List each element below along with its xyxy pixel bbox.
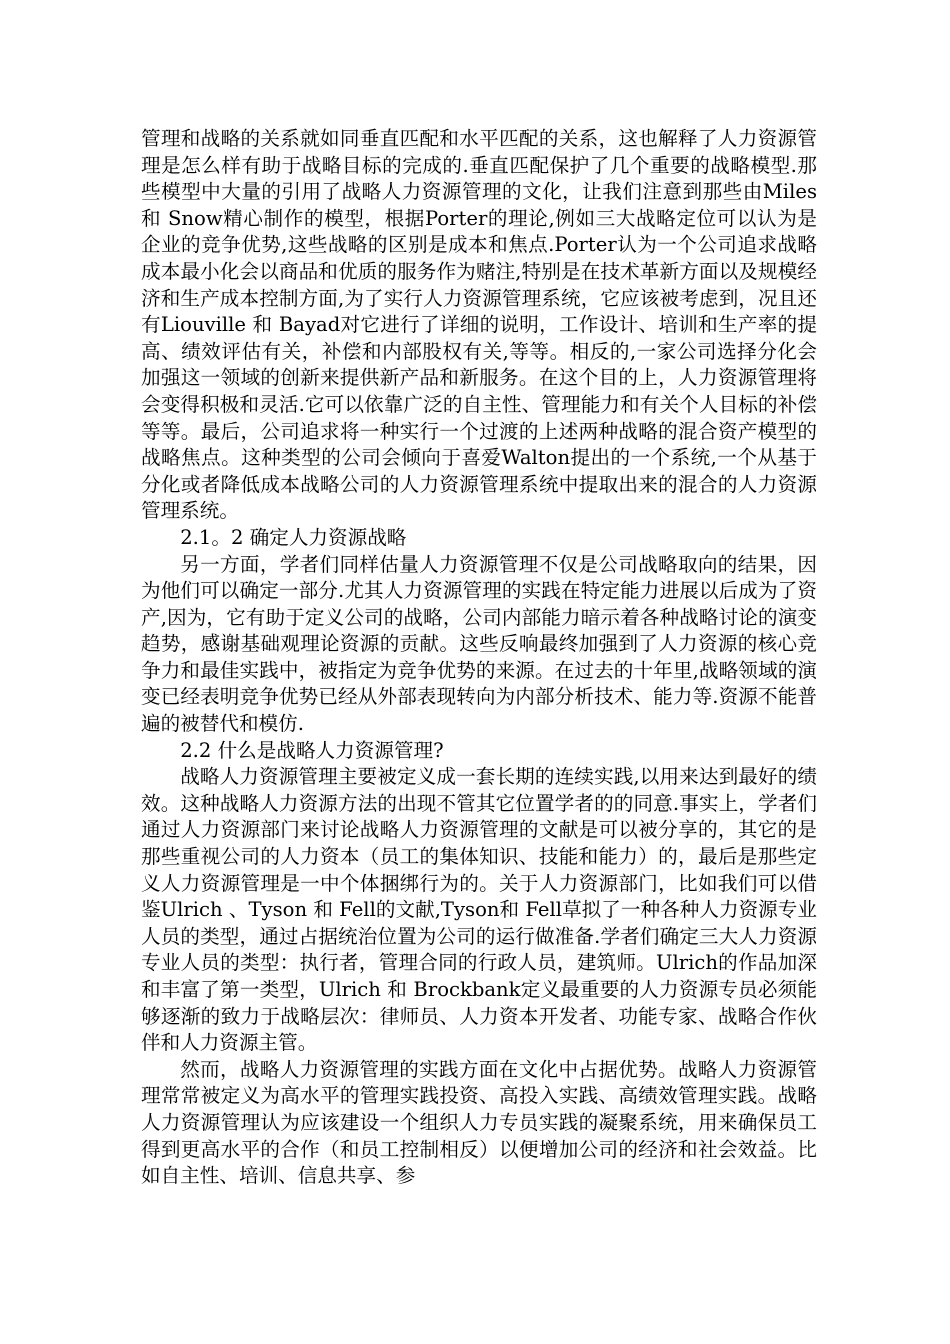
body-text: [141, 126, 817, 1190]
section-heading-2-2: 2.2 什么是战略人力资源管理?: [180, 738, 444, 762]
paragraph-shrm-practice: 然而，战略人力资源管理的实践方面在文化中占据优势。战略人力资源管理常常被定义为高水平的管理实践投资、高投入实践、高绩效管理实践。战略人力资源管理认为应该建设一个组织人力专员实践的凝聚系统，用来确保员工得到更高水平的合作（和员工控制相反）以便增加公司的经济和社会效益。比如自主性、培训、信息共享、参: [141, 1057, 817, 1188]
paragraph-vertical-horizontal-fit: 管理和战略的关系就如同垂直匹配和水平匹配的关系，这也解释了人力资源管理是怎么样有助于战略目标的完成的.垂直匹配保护了几个重要的战略模型.那些模型中大量的引用了战略人力资源管理的文化，让我们注意到那些由Miles 和 Snow精心制作的模型，根据Porter的理论,例如三大战略定位可以认为是企业的竞争优势,这些战略的区别是成本和焦点.Porter认为一个公司追求战略成本最小化会以商品和优质的服务作为赌注,特别是在技术革新方面以及规模经济和生产成本控制方面,为了实行人力资源管理系统，它应该被考虑到，况且还有Liouville 和 Bayad对它进行了详细的说明，工作设计、培训和生产率的提高、绩效评估有关，补偿和内部股权有关,等等。相反的,一家公司选择分化会加强这一领域的创新来提供新产品和新服务。在这个目的上，人力资源管理将会变得积极和灵活.它可以依靠广泛的自主性、管理能力和有关个人目标的补偿等等。最后，公司追求将一种实行一个过渡的上述两种战略的混合资产模型的战略焦点。这种类型的公司会倾向于喜爱Walton提出的一个系统,一个从基于分化或者降低成本战略公司的人力资源管理系统中提取出来的混合的人力资源管理系统。: [141, 127, 817, 523]
paragraph-shrm-definition: 战略人力资源管理主要被定义成一套长期的连续实践,以用来达到最好的绩效。这种战略人力资源方法的出现不管其它位置学者的的同意.事实上，学者们通过人力资源部门来讨论战略人力资源管理的文献是可以被分享的，其它的是那些重视公司的人力资本（员工的集体知识、技能和能力）的，最后是那些定义人力资源管理是一中个体捆绑行为的。关于人力资源部门，比如我们可以借鉴Ulrich 、Tyson 和 Fell的文献,Tyson和 Fell草拟了一种各种人力资源专业人员的类型，通过占据统治位置为公司的运行做准备.学者们确定三大人力资源专业人员的类型：执行者，管理合同的行政人员，建筑师。Ulrich的作品加深和丰富了第一类型，Ulrich 和 Brockbank定义最重要的人力资源专员必须能够逐渐的致力于战略层次：律师员、人力资本开发者、功能专家、战略合作伙伴和人力资源主管。: [141, 765, 817, 1055]
section-heading-2-1-2: 2.1。2 确定人力资源战略: [180, 525, 407, 549]
paragraph-hr-strategy: 另一方面，学者们同样估量人力资源管理不仅是公司战略取向的结果，因为他们可以确定一部分.尤其人力资源管理的实践在特定能力进展以后成为了资产,因为，它有助于定义公司的战略，公司内部能力暗示着各种战略讨论的演变趋势，感谢基础观理论资源的贡献。这些反响最终加强到了人力资源的核心竞争力和最佳实践中，被指定为竞争优势的来源。在过去的十年里,战略领域的演变已经表明竞争优势已经从外部表现转向为内部分析技术、能力等.资源不能普遍的被替代和模仿.: [141, 552, 817, 736]
